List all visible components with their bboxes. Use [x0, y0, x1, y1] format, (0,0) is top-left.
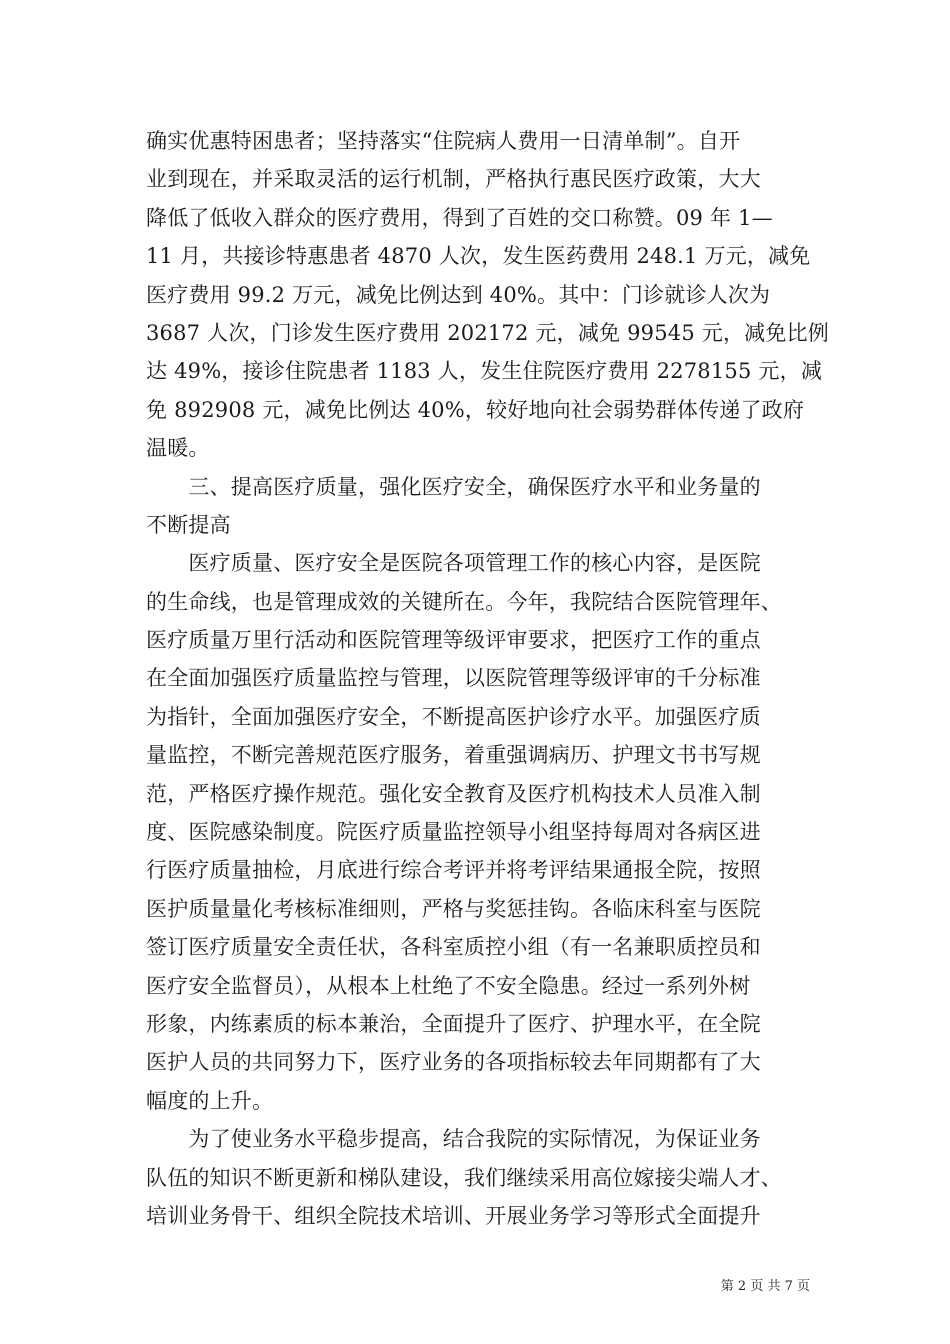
section-heading-line: 不断提高: [146, 512, 231, 537]
text-line: 幅度的上升。: [146, 1088, 274, 1113]
text-line: 量监控，不断完善规范医疗服务，着重强调病历、护理文书书写规: [146, 743, 761, 768]
text-line: 医疗质量万里行活动和医院管理等级评审要求，把医疗工作的重点: [146, 628, 761, 653]
text-line: 确实优惠特困患者；坚持落实“住院病人费用一日清单制”。自开: [146, 129, 741, 153]
text-line: 医疗费用 99.2 万元，减免比例达到 40%。其中：门诊就诊人次为: [146, 282, 771, 307]
text-line: 达 49%，接诊住院患者 1183 人，发生住院医疗费用 2278155 元，减: [146, 359, 823, 384]
text-line: 医疗质量、医疗安全是医院各项管理工作的核心内容，是医院: [146, 551, 761, 576]
text-line: 签订医疗质量安全责任状，各科室质控小组（有一名兼职质控员和: [146, 935, 761, 960]
text-line: 11 月，共接诊特惠患者 4870 人次，发生医药费用 248.1 万元，减免: [146, 244, 811, 269]
text-line: 为了使业务水平稳步提高，结合我院的实际情况，为保证业务: [146, 1127, 761, 1152]
text-line: 医护人员的共同努力下，医疗业务的各项指标较去年同期都有了大: [146, 1050, 761, 1075]
text-line: 的生命线，也是管理成效的关键所在。今年，我院结合医院管理年、: [146, 589, 782, 614]
text-line: 培训业务骨干、组织全院技术培训、开展业务学习等形式全面提升: [146, 1203, 761, 1228]
text-line: 范，严格医疗操作规范。强化安全教育及医疗机构技术人员准入制: [146, 781, 761, 806]
body-text: [146, 122, 829, 1235]
text-line: 3687 人次，门诊发生医疗费用 202172 元，减免 99545 元，减免比例: [146, 320, 829, 345]
page-number: 第 2 页 共 7 页: [720, 1279, 810, 1294]
text-line: 在全面加强医疗质量监控与管理，以医院管理等级评审的千分标准: [146, 666, 761, 691]
text-line: 为指针，全面加强医疗安全，不断提高医护诊疗水平。加强医疗质: [146, 704, 761, 729]
text-line: 温暖。: [146, 436, 210, 461]
text-line: 队伍的知识不断更新和梯队建设，我们继续采用高位嫁接尖端人才、: [146, 1165, 782, 1190]
text-line: 降低了低收入群众的医疗费用，得到了百姓的交口称赞。09 年 1—: [146, 205, 773, 230]
text-line: 度、医院感染制度。院医疗质量监控领导小组坚持每周对各病区进: [146, 820, 761, 845]
text-line: 形象，内练素质的标本兼治，全面提升了医疗、护理水平，在全院: [146, 1011, 761, 1036]
section-heading-line: 三、提高医疗质量，强化医疗安全，确保医疗水平和业务量的: [146, 474, 761, 499]
text-line: 医护质量量化考核标准细则，严格与奖惩挂钩。各临床科室与医院: [146, 896, 761, 921]
text-line: 行医疗质量抽检，月底进行综合考评并将考评结果通报全院，按照: [146, 858, 761, 883]
text-line: 医疗安全监督员），从根本上杜绝了不安全隐患。经过一系列外树: [146, 973, 751, 998]
text-line: 业到现在，并采取灵活的运行机制，严格执行惠民医疗政策，大大: [146, 167, 761, 192]
text-line: 免 892908 元，减免比例达 40%，较好地向社会弱势群体传递了政府: [146, 397, 805, 422]
